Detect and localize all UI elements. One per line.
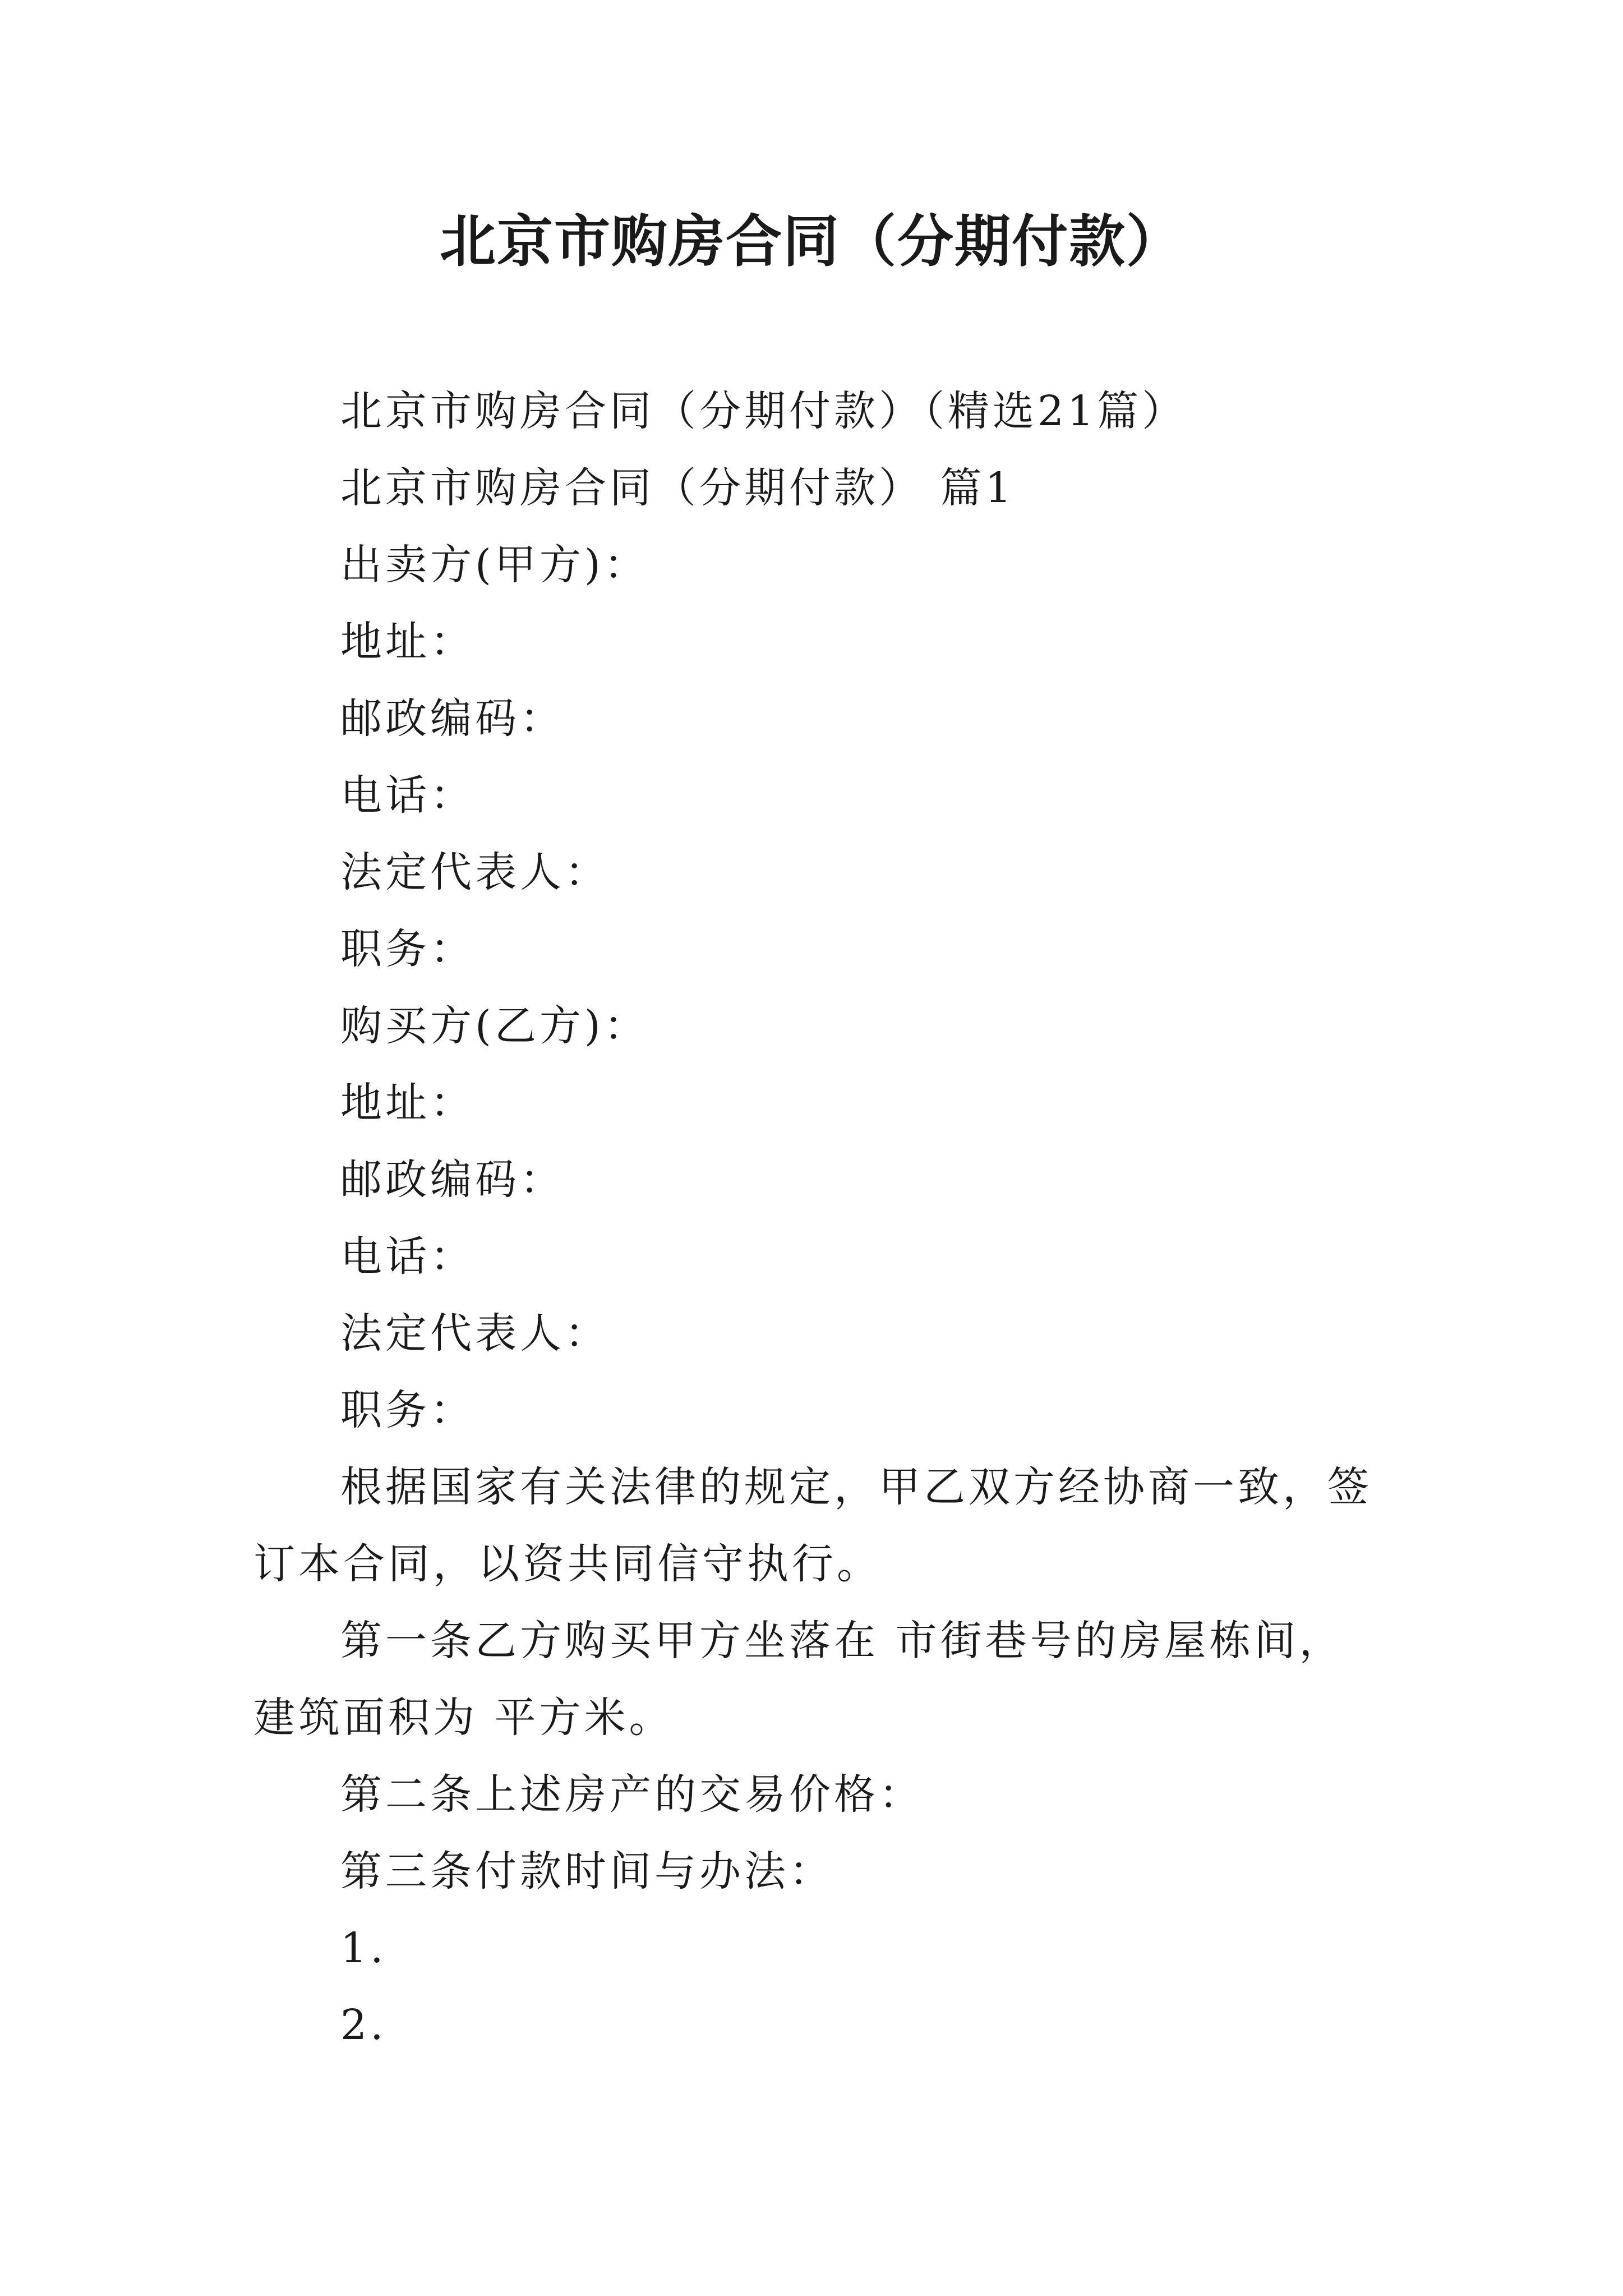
- paragraph-item-1: 1.: [340, 1924, 387, 1972]
- paragraph-item-2: 2.: [340, 2001, 387, 2049]
- paragraph-seller: 出卖方(甲方)：: [340, 541, 649, 589]
- document-body: [253, 373, 1386, 2064]
- document-title: 北京市购房合同（分期付款）: [440, 208, 1183, 274]
- paragraph-seller-postcode: 邮政编码：: [340, 694, 565, 743]
- paragraph-collection-title: 北京市购房合同（分期付款）（精选21篇）: [340, 387, 1187, 435]
- paragraph-seller-address: 地址：: [340, 618, 475, 666]
- paragraph-preamble: 根据国家有关法律的规定，甲乙双方经协商一致，签订本合同，以资共同信守执行。: [253, 1463, 1372, 1588]
- paragraph-buyer-representative: 法定代表人：: [340, 1309, 610, 1358]
- paragraph-seller-position: 职务：: [340, 925, 475, 973]
- paragraph-buyer: 购买方(乙方)：: [340, 1002, 649, 1050]
- paragraph-buyer-address: 地址：: [340, 1079, 475, 1127]
- paragraph-buyer-phone: 电话：: [340, 1232, 475, 1281]
- paragraph-article-two: 第二条上述房产的交易价格：: [340, 1770, 924, 1819]
- paragraph-buyer-position: 职务：: [340, 1386, 475, 1434]
- paragraph-buyer-postcode: 邮政编码：: [340, 1156, 565, 1204]
- paragraph-seller-representative: 法定代表人：: [340, 848, 610, 896]
- paragraph-article-one: 第一条乙方购买甲方坐落在 市街巷号的房屋栋间，建筑面积为 平方米。: [253, 1617, 1344, 1742]
- paragraph-article-three: 第三条付款时间与办法：: [340, 1847, 834, 1895]
- paragraph-article-heading: 北京市购房合同（分期付款） 篇1: [340, 464, 1015, 512]
- paragraph-seller-phone: 电话：: [340, 771, 475, 820]
